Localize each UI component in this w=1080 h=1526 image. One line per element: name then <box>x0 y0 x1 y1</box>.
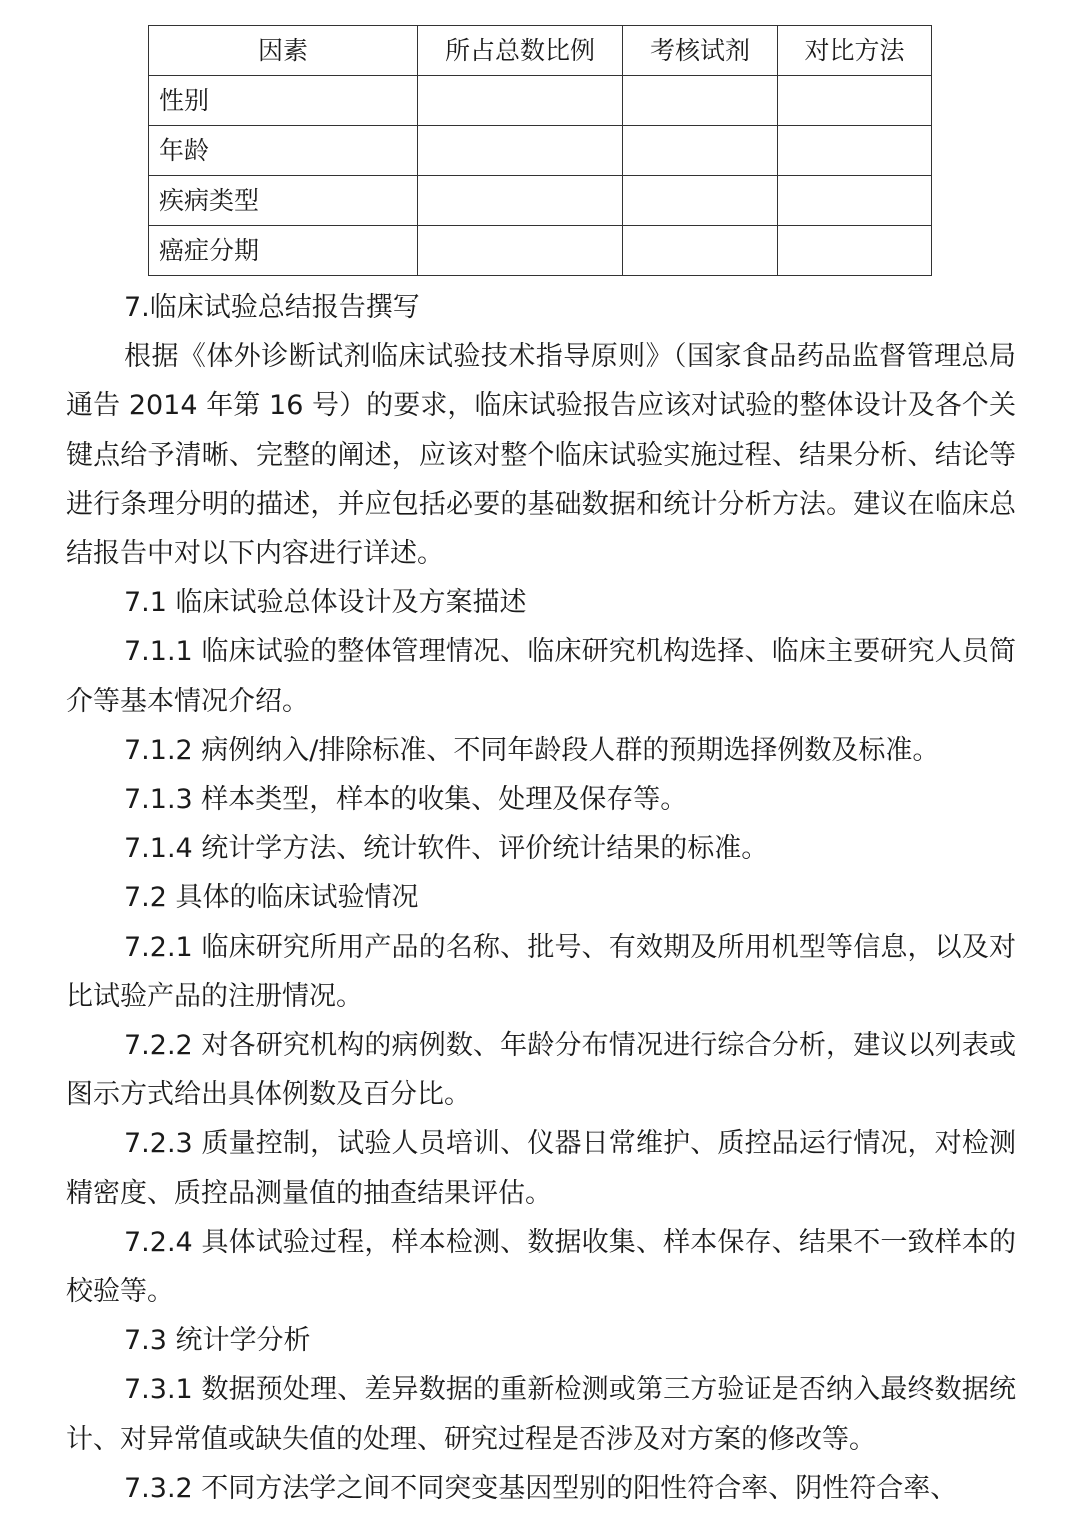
item-7-3-1: 7.3.1 数据预处理、差异数据的重新检测或第三方验证是否纳入最终数据统计、对异常值或缺失值的处理、研究过程是否涉及对方案的修改等。 <box>66 1374 1016 1455</box>
table-row <box>149 76 932 126</box>
table-row <box>149 126 932 176</box>
cell-factor: 性别 <box>149 76 418 126</box>
document-body <box>66 283 1016 1513</box>
table-row <box>149 176 932 226</box>
item-7-2-3: 7.2.3 质量控制，试验人员培训、仪器日常维护、质控品运行情况，对检测精密度、质控品测量值的抽查结果评估。 <box>66 1128 1016 1209</box>
cell-factor: 年龄 <box>149 126 418 176</box>
item-7-1-1: 7.1.1 临床试验的整体管理情况、临床研究机构选择、临床主要研究人员简介等基本情况介绍。 <box>66 636 1016 717</box>
item-7-2-4: 7.2.4 具体试验过程，样本检测、数据收集、样本保存、结果不一致样本的校验等。 <box>66 1226 1016 1308</box>
section-heading-7: 7.临床试验总结报告撰写 <box>124 292 420 323</box>
cell-method <box>778 176 932 226</box>
cell-method <box>778 126 932 176</box>
table-row <box>149 226 932 276</box>
section-heading-7-1: 7.1 临床试验总体设计及方案描述 <box>124 587 527 619</box>
cell-method <box>778 226 932 276</box>
item-7-1-2: 7.1.2 病例纳入/排除标准、不同年龄段人群的预期选择例数及标准。 <box>124 734 940 766</box>
cell-reagent <box>623 126 778 176</box>
cell-reagent <box>623 76 778 126</box>
cell-method <box>778 76 932 126</box>
cell-reagent <box>623 226 778 276</box>
cell-ratio <box>418 126 623 176</box>
cell-ratio <box>418 226 623 276</box>
header-method: 对比方法 <box>778 26 932 76</box>
factor-table <box>148 25 932 276</box>
section-heading-7-3: 7.3 统计学分析 <box>124 1325 311 1357</box>
item-7-2-2: 7.2.2 对各研究机构的病例数、年龄分布情况进行综合分析，建议以列表或图示方式给出具体例数及百分比。 <box>66 1030 1016 1111</box>
cell-ratio <box>418 176 623 226</box>
section-heading-7-2: 7.2 具体的临床试验情况 <box>124 882 419 914</box>
cell-factor: 疾病类型 <box>149 176 418 226</box>
intro-paragraph: 根据《体外诊断试剂临床试验技术指导原则》（国家食品药品监督管理总局通告 2014 年第 16 号）的要求，临床试验报告应该对试验的整体设计及各个关键点给予清晰、完整的阐述，应该对整个临床试验实施过程、结果分析、结论等进行条理分明的描述，并应包括必要的基础数据和统计分析方法。建议在临床总结报告中对以下内容进行详述。 <box>66 341 1016 570</box>
cell-ratio <box>418 76 623 126</box>
item-7-1-3: 7.1.3 样本类型，样本的收集、处理及保存等。 <box>124 784 688 816</box>
header-reagent: 考核试剂 <box>623 26 778 76</box>
cell-reagent <box>623 176 778 226</box>
table-header-row <box>149 26 932 76</box>
item-7-3-2: 7.3.2 不同方法学之间不同突变基因型别的阳性符合率、阴性符合率、 <box>124 1472 958 1504</box>
header-ratio: 所占总数比例 <box>418 26 623 76</box>
header-factor: 因素 <box>149 26 418 76</box>
item-7-2-1: 7.2.1 临床研究所用产品的名称、批号、有效期及所用机型等信息，以及对比试验产品的注册情况。 <box>66 931 1016 1012</box>
cell-factor: 癌症分期 <box>149 226 418 276</box>
item-7-1-4: 7.1.4 统计学方法、统计软件、评价统计结果的标准。 <box>124 833 769 865</box>
